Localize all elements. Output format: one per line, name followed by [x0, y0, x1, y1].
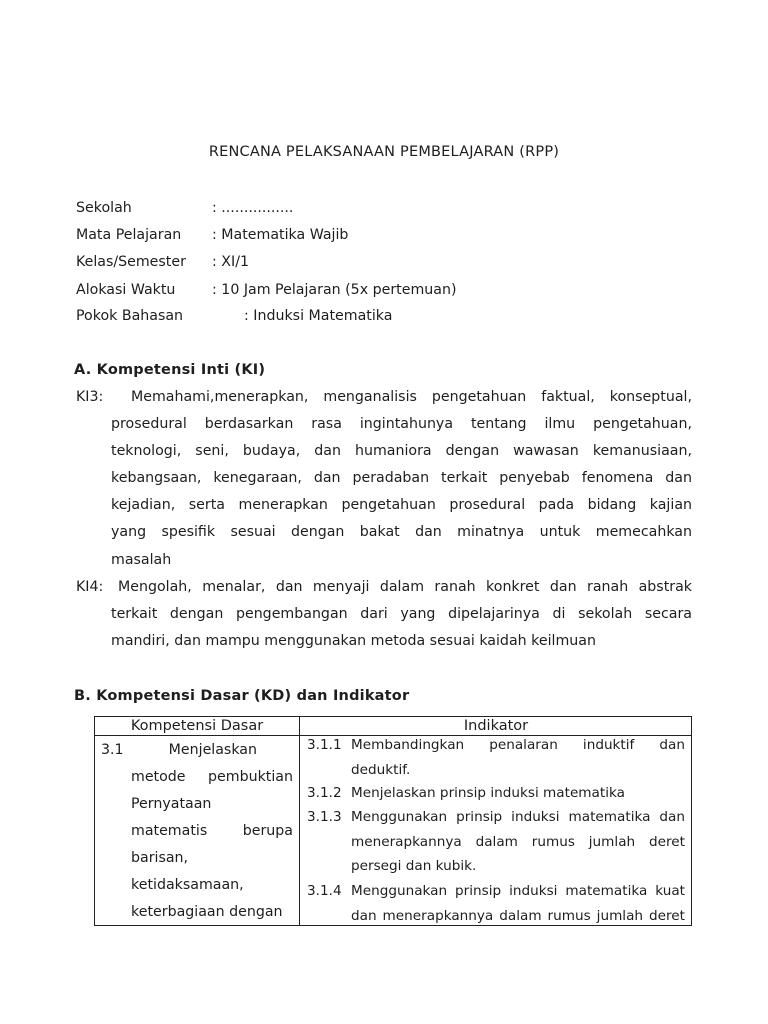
- kd-line: matematis berupa: [131, 823, 293, 839]
- ki3-block: [76, 384, 692, 576]
- indicator-line: Menggunakan prinsip induksi matematika kuat: [351, 883, 685, 899]
- kd-line: Pernyataan: [131, 796, 212, 812]
- indicator-line: Membandingkan penalaran induktif dan: [351, 737, 685, 753]
- ki3-line: kejadian, serta menerapkan pengetahuan prosedural pada bidang kajian: [111, 497, 692, 513]
- indicator-number: 3.1.1: [307, 737, 342, 753]
- identity-value: : ................: [212, 200, 294, 216]
- table-header-kd: Kompetensi Dasar: [130, 718, 264, 734]
- ki3-line: teknologi, seni, budaya, dan humaniora dengan wawasan kemanusiaan,: [111, 443, 692, 459]
- indicator-number: 3.1.2: [307, 785, 342, 801]
- ki3-line: kebangsaan, kenegaraan, dan peradaban terkait penyebab fenomena dan: [111, 470, 692, 486]
- ki3-tag: KI3:: [76, 389, 104, 405]
- document-title: RENCANA PELAKSANAAN PEMBELAJARAN (RPP): [208, 144, 560, 160]
- identity-label: Sekolah: [76, 200, 132, 216]
- indicator-number: 3.1.4: [307, 883, 342, 899]
- ki4-line: Mengolah, menalar, dan menyaji dalam ranah konkret dan ranah abstrak: [118, 579, 692, 595]
- table-header-indicator: Indikator: [463, 718, 529, 734]
- kd-line: barisan,: [131, 850, 189, 866]
- kd-line: [101, 737, 293, 764]
- ki4-line: terkait dengan pengembangan dari yang dipelajarinya di sekolah secara: [111, 606, 692, 622]
- ki3-line: Memahami,menerapkan, menganalisis pengetahuan faktual, konseptual,: [131, 389, 692, 405]
- kd-cell: [101, 737, 293, 926]
- ki3-line: prosedural berdasarkan rasa ingintahunya tentang ilmu pengetahuan,: [111, 416, 692, 432]
- identity-label: Pokok Bahasan: [76, 308, 184, 324]
- indicator-text: [351, 781, 685, 806]
- indicator-line: deduktif.: [351, 761, 411, 778]
- indicator-number: 3.1.3: [307, 809, 342, 825]
- kd-line: keterbagiaan dengan: [131, 904, 283, 920]
- kd-number: 3.1 Menjelaskan: [101, 742, 257, 758]
- kd-indicator-table: [94, 716, 692, 926]
- identity-label: Kelas/Semester: [76, 254, 186, 270]
- indicator-text: [351, 805, 685, 879]
- indicator-text: [351, 879, 685, 928]
- indicator-text: [351, 733, 685, 782]
- identity-label: Alokasi Waktu: [76, 282, 176, 298]
- indicator-line: Menjelaskan prinsip induksi matematika: [351, 785, 625, 801]
- kd-line: metode pembuktian: [131, 769, 293, 785]
- ki3-line: masalah: [111, 552, 172, 568]
- identity-value: : Induksi Matematika: [244, 308, 393, 324]
- identity-label: Mata Pelajaran: [76, 227, 182, 243]
- indicator-line: dan menerapkannya dalam rumus jumlah deret: [351, 907, 685, 924]
- section-a-heading: A. Kompetensi Inti (KI): [74, 362, 266, 378]
- identity-value: : XI/1: [212, 254, 249, 270]
- kd-line: ketidaksamaan,: [131, 877, 244, 893]
- indicator-line: Menggunakan prinsip induksi matematika dan: [351, 809, 685, 825]
- ki4-block: [76, 574, 692, 658]
- identity-value: : Matematika Wajib: [212, 227, 349, 243]
- ki4-line: mandiri, dan mampu menggunakan metoda sesuai kaidah keilmuan: [111, 633, 596, 649]
- indicator-line: menerapkannya dalam rumus jumlah deret: [351, 833, 685, 850]
- ki4-tag: KI4:: [76, 579, 104, 595]
- section-b-heading: B. Kompetensi Dasar (KD) dan Indikator: [74, 688, 410, 704]
- ki3-line: yang spesifik sesuai dengan bakat dan minatnya untuk memecahkan: [111, 524, 692, 540]
- table-column-divider: [299, 717, 300, 925]
- indicator-line: persegi dan kubik.: [351, 858, 477, 874]
- identity-value: : 10 Jam Pelajaran (5x pertemuan): [212, 282, 457, 298]
